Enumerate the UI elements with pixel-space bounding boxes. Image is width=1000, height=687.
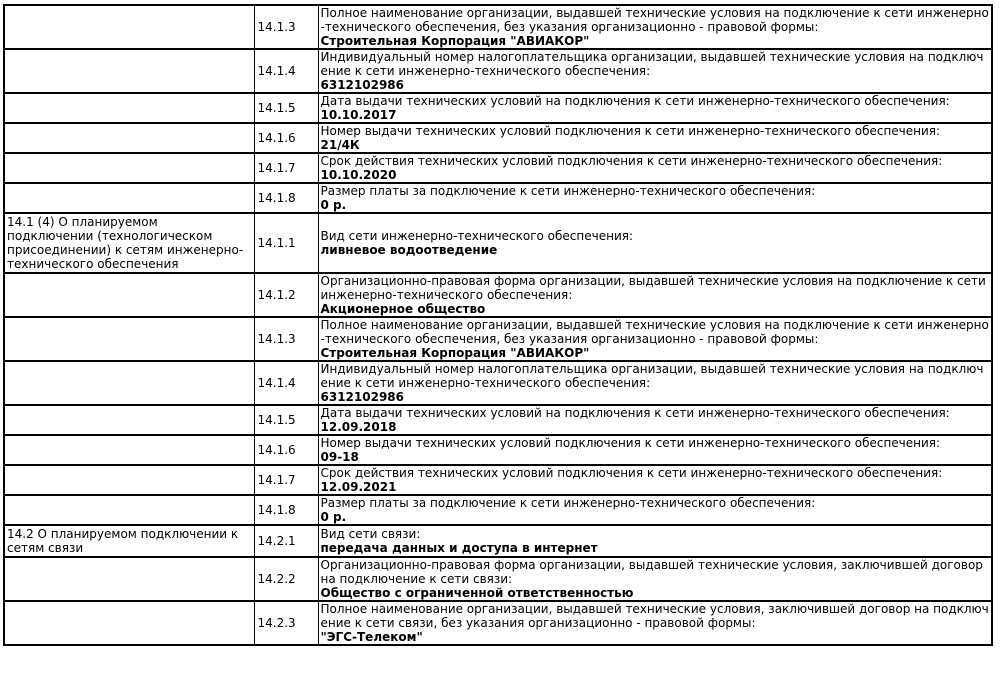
table-row [4, 153, 992, 183]
item-label: Срок действия технических условий подключения к сети инженерно-технического обеспечения: [320, 466, 943, 480]
item-number-cell: 14.1.4 [254, 49, 318, 93]
item-value: Строительная Корпорация "АВИАКОР" [320, 346, 590, 360]
table-row [4, 123, 992, 153]
item-value: 10.10.2020 [320, 168, 397, 182]
table-row [4, 317, 992, 361]
table-row [4, 49, 992, 93]
item-label: Вид сети инженерно-технического обеспечения: [320, 229, 633, 243]
item-number-cell: 14.1.5 [254, 93, 318, 123]
item-content-cell [318, 405, 992, 435]
section-cell [4, 213, 254, 273]
item-content-cell [318, 93, 992, 123]
item-label: Полное наименование организации, выдавшей технические условия на подключение к сети инженерно-технического обеспечения, без указания организационно - правовой формы: [320, 318, 989, 346]
table-row [4, 213, 992, 273]
item-content-cell [318, 153, 992, 183]
item-value: 0 р. [320, 510, 347, 524]
item-value: ливневое водоотведение [320, 243, 498, 257]
item-label: Размер платы за подключение к сети инженерно-технического обеспечения: [320, 496, 816, 510]
item-content-cell [318, 213, 992, 273]
table-row [4, 601, 992, 645]
section-cell [4, 123, 254, 153]
section-cell [4, 5, 254, 49]
item-value: 09-18 [320, 450, 359, 464]
item-label: Номер выдачи технических условий подключения к сети инженерно-технического обеспечения: [320, 124, 941, 138]
section-cell [4, 465, 254, 495]
item-value: Строительная Корпорация "АВИАКОР" [320, 34, 590, 48]
item-label: Вид сети связи: [320, 527, 421, 541]
section-label: 14.1 (4) О планируемом подключении (технологическом присоединении) к сетям инженерно-технического обеспечения [7, 215, 244, 271]
table-row [4, 5, 992, 49]
item-value: 12.09.2018 [320, 420, 397, 434]
item-number-cell: 14.1.7 [254, 465, 318, 495]
section-cell [4, 49, 254, 93]
item-value: 6312102986 [320, 390, 404, 404]
table-row [4, 525, 992, 557]
table-row [4, 465, 992, 495]
item-value: 10.10.2017 [320, 108, 397, 122]
item-content-cell [318, 273, 992, 317]
item-number-cell: 14.1.3 [254, 317, 318, 361]
item-label: Дата выдачи технических условий на подключения к сети инженерно-технического обеспечения: [320, 406, 950, 420]
item-number-cell: 14.1.3 [254, 5, 318, 49]
section-cell [4, 601, 254, 645]
section-cell [4, 183, 254, 213]
item-content-cell [318, 557, 992, 601]
item-number-cell: 14.1.5 [254, 405, 318, 435]
item-value: Акционерное общество [320, 302, 486, 316]
item-label: Организационно-правовая форма организации, выдавшей технические условия, заключившей договор на подключение к сети связи: [320, 558, 983, 586]
item-content-cell [318, 5, 992, 49]
section-cell [4, 405, 254, 435]
section-cell [4, 557, 254, 601]
section-cell [4, 273, 254, 317]
item-content-cell [318, 317, 992, 361]
item-number-cell: 14.1.1 [254, 213, 318, 273]
item-content-cell [318, 183, 992, 213]
item-number-cell: 14.1.8 [254, 495, 318, 525]
section-cell [4, 525, 254, 557]
table-row [4, 435, 992, 465]
item-number-cell: 14.1.6 [254, 435, 318, 465]
section-label: 14.2 О планируемом подключении к сетям связи [7, 527, 239, 555]
item-number-cell: 14.1.7 [254, 153, 318, 183]
item-label: Срок действия технических условий подключения к сети инженерно-технического обеспечения: [320, 154, 943, 168]
section-cell [4, 317, 254, 361]
table-row [4, 557, 992, 601]
item-label: Размер платы за подключение к сети инженерно-технического обеспечения: [320, 184, 816, 198]
item-value: 21/4К [320, 138, 360, 152]
section-cell [4, 361, 254, 405]
item-number-cell: 14.1.8 [254, 183, 318, 213]
item-label: Номер выдачи технических условий подключения к сети инженерно-технического обеспечения: [320, 436, 941, 450]
item-number-cell: 14.1.6 [254, 123, 318, 153]
item-content-cell [318, 465, 992, 495]
item-label: Полное наименование организации, выдавшей технические условия, заключившей договор на подключение к сети связи, без указания организационно - правовой формы: [320, 602, 989, 630]
item-label: Индивидуальный номер налогоплательщика организации, выдавшей технические условия на подключение к сети инженерно-технического обеспечения: [320, 362, 984, 390]
table-row [4, 273, 992, 317]
item-value: 0 р. [320, 198, 347, 212]
item-value: передача данных и доступа в интернет [320, 541, 598, 555]
item-label: Организационно-правовая форма организации, выдавшей технические условия на подключение к сети инженерно-технического обеспечения: [320, 274, 986, 302]
section-cell [4, 153, 254, 183]
item-value: Общество с ограниченной ответственностью [320, 586, 634, 600]
item-label: Полное наименование организации, выдавшей технические условия на подключение к сети инженерно-технического обеспечения, без указания организационно - правовой формы: [320, 6, 989, 34]
item-label: Дата выдачи технических условий на подключения к сети инженерно-технического обеспечения: [320, 94, 950, 108]
item-value: 12.09.2021 [320, 480, 397, 494]
item-content-cell [318, 123, 992, 153]
item-number-cell: 14.2.3 [254, 601, 318, 645]
table-row [4, 361, 992, 405]
item-content-cell [318, 361, 992, 405]
table-row [4, 183, 992, 213]
item-content-cell [318, 435, 992, 465]
table-row [4, 93, 992, 123]
item-number-cell: 14.2.2 [254, 557, 318, 601]
section-cell [4, 93, 254, 123]
section-cell [4, 495, 254, 525]
section-cell [4, 435, 254, 465]
table-row [4, 405, 992, 435]
item-content-cell [318, 525, 992, 557]
item-number-cell: 14.1.4 [254, 361, 318, 405]
item-content-cell [318, 49, 992, 93]
table-row [4, 495, 992, 525]
item-value: "ЭГС-Телеком" [320, 630, 423, 644]
item-label: Индивидуальный номер налогоплательщика организации, выдавшей технические условия на подключение к сети инженерно-технического обеспечения: [320, 50, 984, 78]
item-number-cell: 14.1.2 [254, 273, 318, 317]
item-content-cell [318, 495, 992, 525]
item-content-cell [318, 601, 992, 645]
item-value: 6312102986 [320, 78, 404, 92]
item-number-cell: 14.2.1 [254, 525, 318, 557]
project-declaration-table [3, 4, 993, 646]
